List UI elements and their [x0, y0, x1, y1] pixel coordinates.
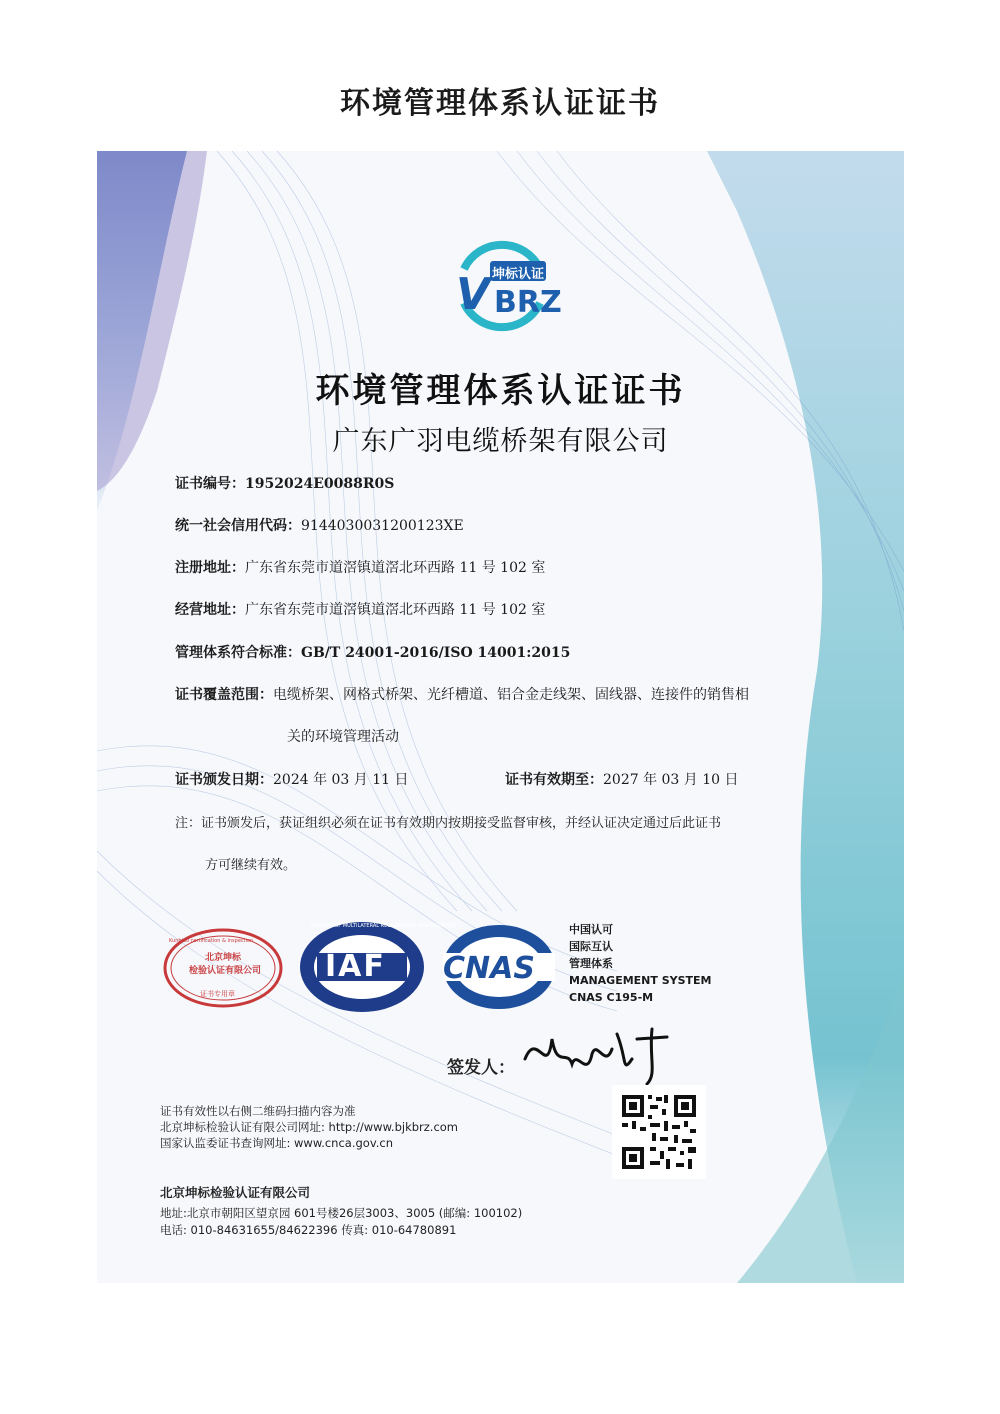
logo-letters: BRZ	[494, 285, 562, 320]
certificate-title: 环境管理体系认证证书	[315, 371, 686, 411]
certificate	[97, 151, 904, 1283]
standard-row	[175, 642, 570, 662]
qr-code	[612, 1085, 706, 1179]
footer-address: 地址:北京市朝阳区望京园 601号楼26层3003、3005 (邮编: 100102)	[160, 1206, 523, 1220]
cnas-line: CNAS C195-M	[569, 991, 654, 1004]
seal-center1: 北京坤标	[205, 953, 242, 963]
cnas-info	[569, 921, 712, 1006]
expiry-date-row	[505, 769, 739, 789]
standard-label: 管理体系符合标准：	[175, 645, 301, 661]
footer-line: 国家认监委证书查询网址: www.cnca.gov.cn	[160, 1136, 393, 1150]
seal-bottom-text: 证书专用章	[200, 990, 235, 998]
qr-code-graphic	[612, 1085, 706, 1179]
footer-line: 证书有效性以右侧二维码扫描内容为准	[160, 1104, 356, 1118]
issue-date-value: 2024 年 03 月 11 日	[273, 772, 409, 788]
cnas-line: 中国认可	[569, 923, 613, 936]
cnas-line: 国际互认	[569, 940, 613, 953]
cert-number-row	[175, 473, 394, 493]
issue-date-row	[175, 769, 409, 789]
signer-label: 签发人：	[447, 1058, 515, 1078]
credit-code-label: 统一社会信用代码：	[175, 518, 301, 534]
note-line1: 注：证书颁发后，获证组织必须在证书有效期内按期接受监督审核，并经认证决定通过后此证书	[175, 816, 722, 831]
seal-top-text: Kunbiao certification & inspection	[169, 938, 254, 944]
signature	[517, 1019, 677, 1089]
expiry-date-value: 2027 年 03 月 10 日	[603, 772, 739, 788]
footer-org: 北京坤标检验认证有限公司	[160, 1185, 311, 1200]
issue-date-label: 证书颁发日期：	[175, 772, 273, 788]
page-title: 环境管理体系认证证书	[340, 86, 660, 121]
op-address-row	[175, 599, 545, 619]
iaf-text: IAF	[325, 949, 386, 984]
cnas-line: 管理体系	[569, 957, 613, 970]
company-name: 广东广羽电缆桥架有限公司	[332, 426, 669, 457]
expiry-date-label: 证书有效期至：	[505, 772, 603, 788]
note-line2: 方可继续有效。	[205, 858, 297, 873]
footer-line: 北京坤标检验认证有限公司网址: http://www.bjkbrz.com	[160, 1120, 459, 1134]
iaf-ring-text: MEMBER OF MULTILATERAL RECOGNITION ARRANGEMENT	[311, 923, 457, 929]
reg-address-value: 广东省东莞市道滘镇道滘北环西路 11 号 102 室	[245, 560, 546, 576]
logo-cn-text: 坤标认证	[492, 267, 545, 282]
footer-info	[160, 1103, 458, 1151]
footer-phone: 电话: 010-84631655/84622396 传真: 010-64780891	[160, 1223, 457, 1237]
cert-number-value: 1952024E0088R0S	[245, 476, 395, 492]
standard-value: GB/T 24001-2016/ISO 14001:2015	[301, 645, 571, 661]
op-address-label: 经营地址：	[175, 602, 245, 618]
op-address-value: 广东省东莞市道滘镇道滘北环西路 11 号 102 室	[245, 602, 546, 618]
logo-v: V	[456, 269, 491, 320]
scope-label: 证书覆盖范围：	[175, 687, 273, 703]
reg-address-row	[175, 557, 545, 577]
credit-code-row	[175, 515, 464, 535]
credit-code-value: 91440300312001​23XE	[301, 518, 464, 534]
seal-center2: 检验认证有限公司	[189, 966, 262, 976]
cnas-text: CNAS	[443, 951, 535, 986]
reg-address-label: 注册地址：	[175, 560, 245, 576]
scope-row	[175, 684, 749, 704]
scope-line1: 电缆桥架、网格式桥架、光纤槽道、铝合金走线架、固线器、连接件的销售相	[273, 687, 749, 703]
cnas-line: MANAGEMENT SYSTEM	[569, 974, 712, 987]
cert-number-label: 证书编号：	[175, 476, 245, 492]
scope-line2: 关的环境管理活动	[287, 729, 399, 745]
